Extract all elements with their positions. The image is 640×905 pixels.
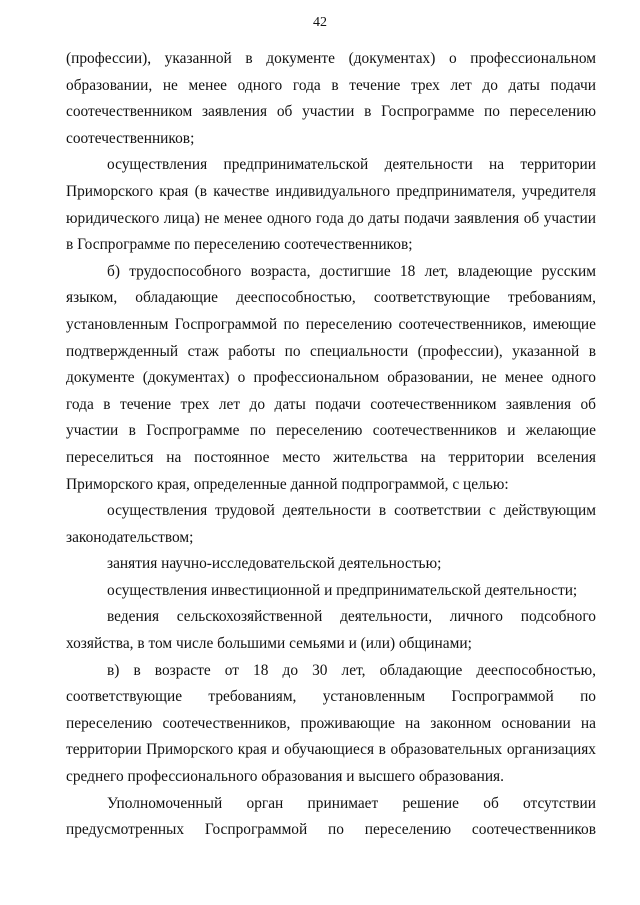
paragraph-labor-activity: осуществления трудовой деятельности в соответствии с действующим законодательством; — [66, 502, 596, 546]
paragraph-continuation: (профессии), указанной в документе (документах) о профессиональном образовании, не менее одного года в течение трех лет до даты подачи соотечественником заявления об участии в Госпрограмме по переселению соотечественников; — [66, 50, 596, 147]
page-number: 42 — [313, 15, 327, 30]
paragraph-authorized-body: Уполномоченный орган принимает решение об отсутствии предусмотренных Госпрограммой по переселению соотечественников — [66, 794, 596, 839]
paragraph-investment-activity: осуществления инвестиционной и предпринимательской деятельности; — [107, 581, 578, 599]
paragraph-entrepreneurship: осуществления предпринимательской деятельности на территории Приморского края (в качестве индивидуального предпринимателя, учредителя юридического лица) не менее одного года до даты подачи заявления об участии в Госпрограмме по переселению соотечественников; — [66, 156, 596, 254]
paragraph-item-b: б) трудоспособного возраста, достигшие 18 лет, владеющие русским языком, обладающие дееспособностью, соответствующие требованиям, установленным Госпрограммой по переселению соотечественников, имеющие подтвержденный стаж работы по специальности (профессии), указанной в документе (документах) о профессиональном образовании, не менее одного года в течение трех лет до даты подачи соотечественником заявления об участии в Госпрограмме по переселению соотечественников и желающие переселиться на постоянное место жительства на территории вселения Приморского края, определенные данной подпрограммой, с целью: — [66, 262, 596, 493]
paragraph-research-activity: занятия научно-исследовательской деятельностью; — [107, 555, 442, 573]
document-body — [66, 46, 596, 844]
paragraph-agricultural-activity: ведения сельскохозяйственной деятельности, личного подсобного хозяйства, в том числе большими семьями и (или) общинами; — [66, 608, 596, 653]
paragraph-item-v: в) в возрасте от 18 до 30 лет, обладающие дееспособностью, соответствующие требованиям, установленным Госпрограммой по переселению соотечественников, проживающие на законном основании на территории Приморского края и обучающиеся в образовательных организациях среднего профессионального образования и высшего образования. — [66, 661, 596, 786]
